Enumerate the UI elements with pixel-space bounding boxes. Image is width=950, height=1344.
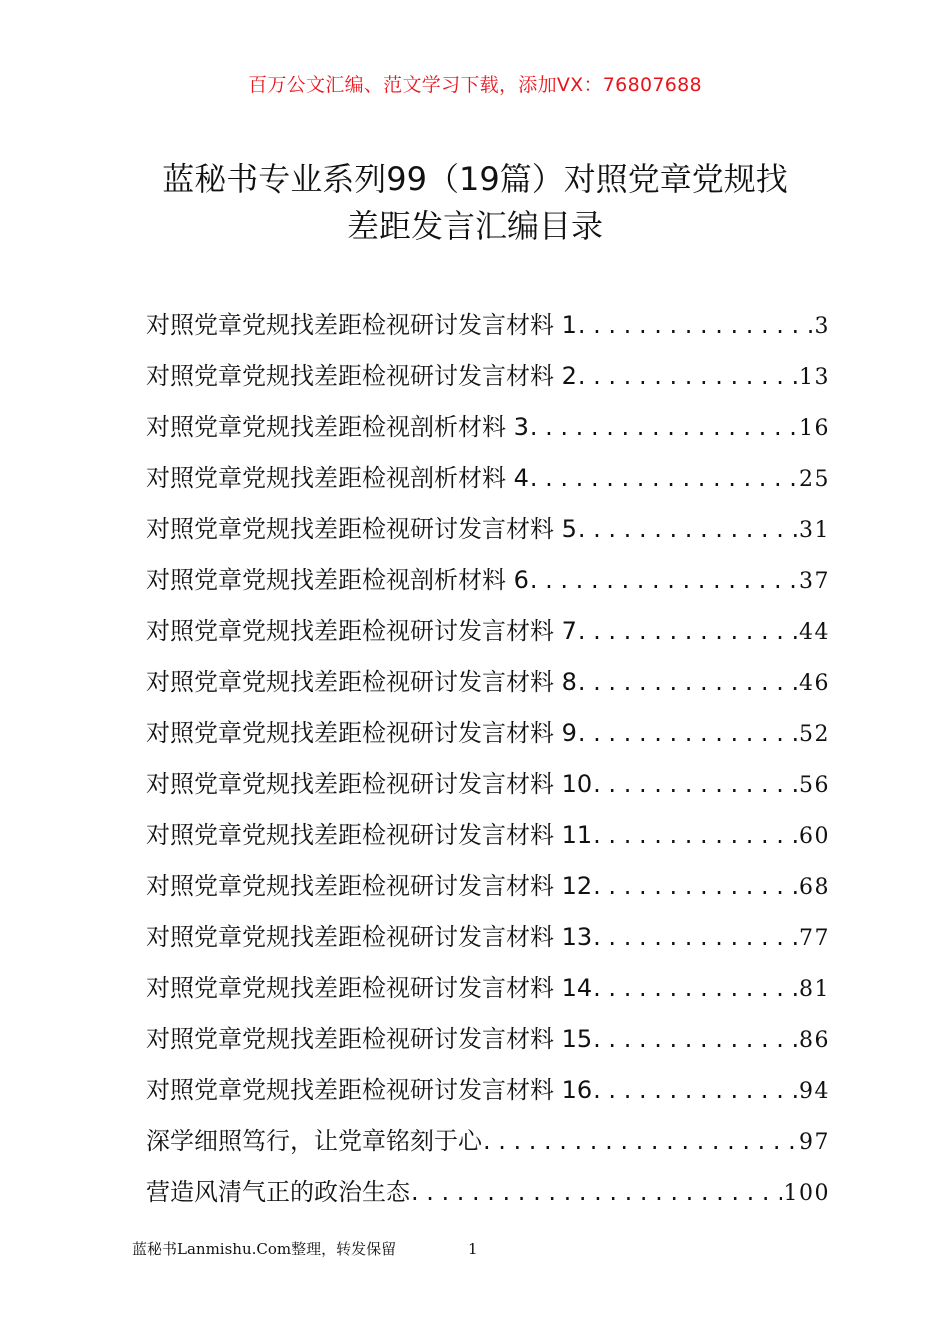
toc-leader-dots — [578, 357, 797, 395]
toc-entry-page: 94 — [799, 1079, 830, 1104]
toc-entry[interactable] — [146, 510, 830, 561]
toc-leader-dots — [578, 663, 797, 701]
toc-leader-dots — [593, 867, 797, 905]
toc-entry-title: 营造风清气正的政治生态 — [146, 1178, 410, 1206]
toc-leader-dots — [593, 765, 797, 803]
toc-entry[interactable] — [146, 867, 830, 918]
toc-entry-title: 对照党章党规找差距检视研讨发言材料 10 — [146, 770, 593, 798]
toc-entry-title: 对照党章党规找差距检视剖析材料 6 — [146, 566, 529, 594]
toc-entry-page: 46 — [799, 671, 830, 696]
title-line-1: 蓝秘书专业系列99（19篇）对照党章党规找 — [162, 160, 788, 198]
toc-entry-title: 对照党章党规找差距检视研讨发言材料 12 — [146, 872, 593, 900]
toc-entry-page: 60 — [799, 824, 830, 849]
toc-entry-page: 25 — [799, 467, 830, 492]
document-title — [0, 156, 950, 250]
toc-leader-dots — [411, 1173, 782, 1211]
toc-entry-title: 对照党章党规找差距检视剖析材料 4 — [146, 464, 529, 492]
toc-leader-dots — [578, 510, 797, 548]
toc-leader-dots — [593, 918, 797, 956]
toc-entry-title: 对照党章党规找差距检视研讨发言材料 11 — [146, 821, 593, 849]
toc-entry-title: 对照党章党规找差距检视研讨发言材料 7 — [146, 617, 577, 645]
toc-entry-page: 97 — [799, 1130, 830, 1155]
toc-entry-page: 81 — [799, 977, 830, 1002]
toc-entry-page: 3 — [814, 314, 830, 339]
header-banner: 百万公文汇编、范文学习下载，添加VX：76807688 — [248, 74, 702, 96]
toc-entry[interactable] — [146, 561, 830, 612]
toc-entry-page: 31 — [799, 518, 830, 543]
toc-entry[interactable] — [146, 816, 830, 867]
toc-leader-dots — [593, 1020, 797, 1058]
toc-entry-title: 对照党章党规找差距检视研讨发言材料 1 — [146, 311, 577, 339]
toc-leader-dots — [578, 306, 813, 344]
toc-leader-dots — [530, 561, 797, 599]
toc-entry-page: 100 — [783, 1181, 830, 1206]
toc-entry-title: 对照党章党规找差距检视研讨发言材料 13 — [146, 923, 593, 951]
toc-entry[interactable] — [146, 1122, 830, 1173]
toc-entry[interactable] — [146, 408, 830, 459]
toc-leader-dots — [578, 612, 797, 650]
footer-source-note: 蓝秘书Lanmishu.Com整理，转发保留 — [132, 1240, 397, 1258]
toc-entry[interactable] — [146, 459, 830, 510]
toc-entry-page: 37 — [799, 569, 830, 594]
title-line-2: 差距发言汇编目录 — [346, 207, 603, 245]
toc-entry-title: 对照党章党规找差距检视研讨发言材料 2 — [146, 362, 577, 390]
toc-entry-title: 对照党章党规找差距检视研讨发言材料 8 — [146, 668, 577, 696]
toc-leader-dots — [593, 969, 797, 1007]
toc-entry-page: 44 — [799, 620, 830, 645]
toc-entry-title: 对照党章党规找差距检视研讨发言材料 15 — [146, 1025, 593, 1053]
toc-leader-dots — [578, 714, 797, 752]
toc-entry-title: 对照党章党规找差距检视研讨发言材料 16 — [146, 1076, 593, 1104]
toc-entry[interactable] — [146, 663, 830, 714]
toc-leader-dots — [530, 408, 797, 446]
toc-entry-page: 56 — [799, 773, 830, 798]
toc-entry[interactable] — [146, 1020, 830, 1071]
toc-entry-title: 对照党章党规找差距检视研讨发言材料 9 — [146, 719, 577, 747]
toc-leader-dots — [483, 1122, 797, 1160]
toc-entry-page: 16 — [799, 416, 830, 441]
toc-entry[interactable] — [146, 918, 830, 969]
toc-entry-title: 对照党章党规找差距检视研讨发言材料 14 — [146, 974, 593, 1002]
toc-entry[interactable] — [146, 357, 830, 408]
toc-leader-dots — [593, 1071, 797, 1109]
table-of-contents — [146, 306, 830, 1224]
toc-entry-title: 对照党章党规找差距检视研讨发言材料 5 — [146, 515, 577, 543]
toc-entry-page: 13 — [799, 365, 830, 390]
toc-entry-title: 深学细照笃行，让党章铭刻于心 — [146, 1127, 482, 1155]
toc-entry-page: 68 — [799, 875, 830, 900]
toc-entry[interactable] — [146, 306, 830, 357]
toc-entry-page: 77 — [799, 926, 830, 951]
toc-entry-page: 86 — [799, 1028, 830, 1053]
toc-entry[interactable] — [146, 765, 830, 816]
toc-entry[interactable] — [146, 1173, 830, 1224]
toc-entry-page: 52 — [799, 722, 830, 747]
toc-entry[interactable] — [146, 969, 830, 1020]
toc-leader-dots — [593, 816, 797, 854]
footer-page-number: 1 — [468, 1240, 478, 1258]
toc-entry-title: 对照党章党规找差距检视剖析材料 3 — [146, 413, 529, 441]
toc-entry[interactable] — [146, 612, 830, 663]
toc-entry[interactable] — [146, 1071, 830, 1122]
toc-leader-dots — [530, 459, 797, 497]
toc-entry[interactable] — [146, 714, 830, 765]
